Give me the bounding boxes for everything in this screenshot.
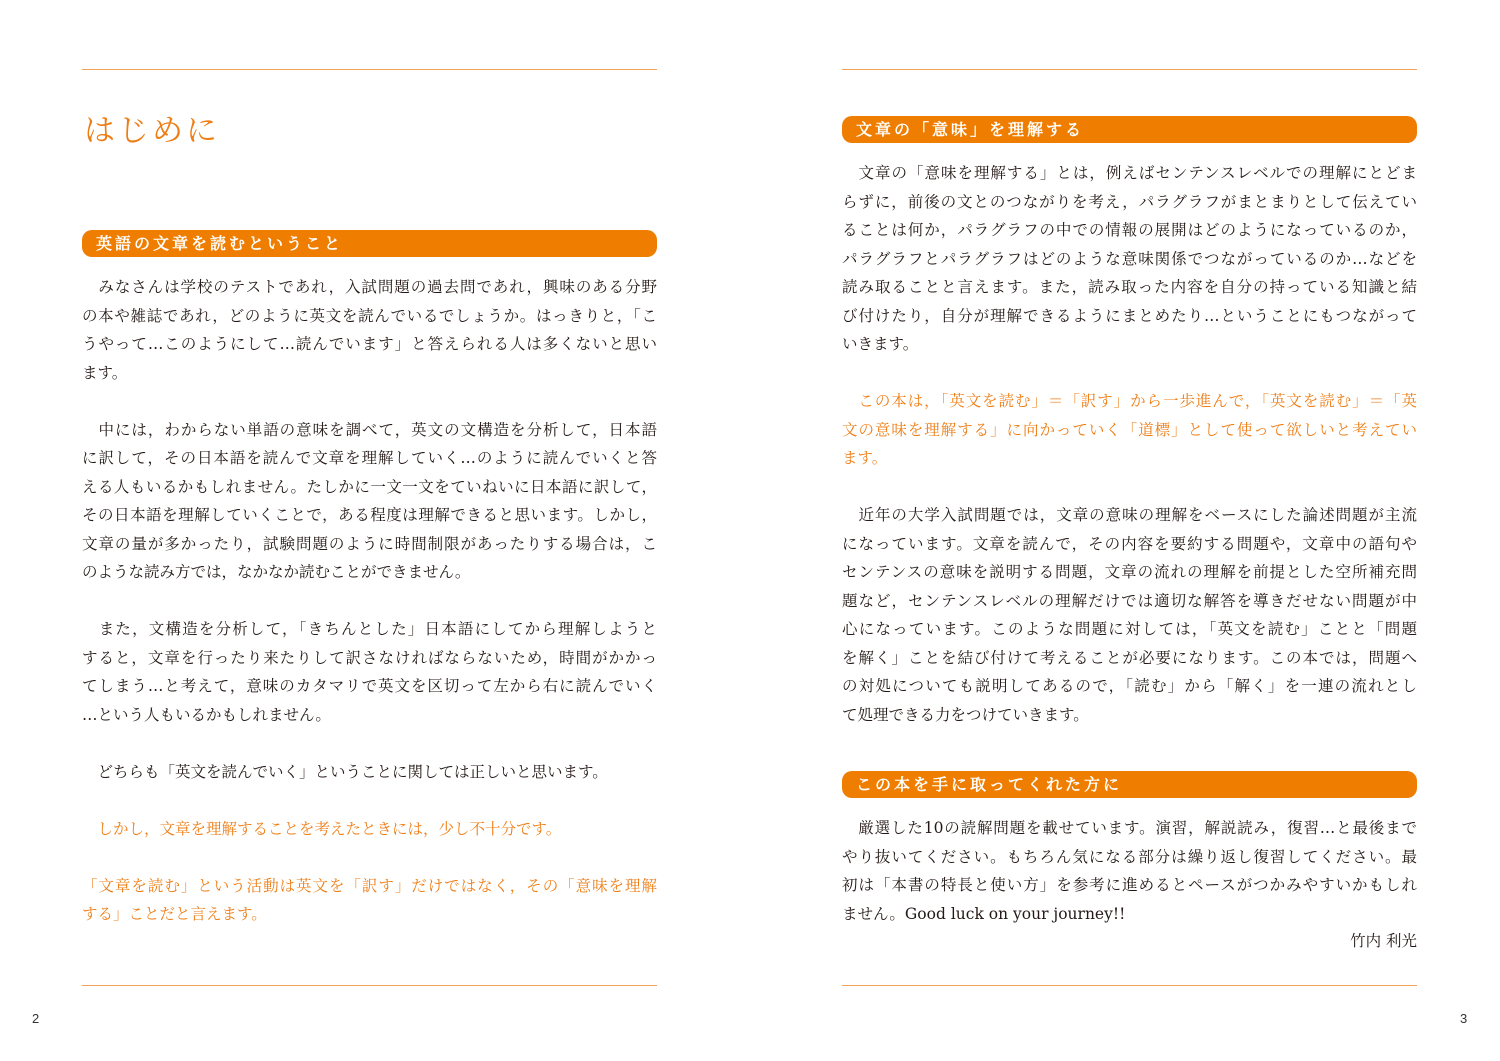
highlight-paragraph <box>82 872 657 929</box>
text-line: やり抜いてください。もちろん気になる部分は繰り返し復習してください。最 <box>842 847 1417 866</box>
top-rule <box>82 69 657 70</box>
text-line: ます。 <box>842 449 888 467</box>
section-heading: この本を手に取ってくれた方に <box>842 771 1417 798</box>
page-number: 3 <box>1460 1011 1468 1026</box>
body-text <box>842 159 1417 758</box>
paragraph <box>82 273 657 387</box>
section-heading: 文章の「意味」を理解する <box>842 116 1417 143</box>
body-text <box>82 273 657 957</box>
paragraph <box>842 814 1417 928</box>
page-title: はじめに <box>84 113 220 149</box>
text-line: また，文構造を分析して，「きちんとした」日本語にしてから理解しようと <box>82 620 657 638</box>
text-line: の本や雑誌であれ，どのように英文を読んでいるでしょうか。はっきりと，「こ <box>82 306 657 325</box>
text-line: 「文章を読む」という活動は英文を「訳す」だけではなく，その「意味を理解 <box>82 876 657 895</box>
text-line: てしまう…と考えて，意味のカタマリで英文を区切って左から右に読んでいく <box>82 677 657 695</box>
text-line: ません。Good luck on your journey!! <box>842 904 1126 923</box>
text-line: パラグラフとパラグラフはどのような意味関係でつながっているのか…などを <box>842 249 1417 268</box>
text-line: らずに，前後の文とのつながりを考え，パラグラフがまとまりとして伝えてい <box>842 192 1417 211</box>
text-line: 中には，わからない単語の意味を調べて，英文の文構造を分析して，日本語 <box>82 420 657 439</box>
author-signature: 竹内 利光 <box>1350 932 1417 950</box>
text-line: て処理できる力をつけていきます。 <box>842 705 1089 724</box>
text-line: 文の意味を理解する」に向かっていく「道標」として使って欲しいと考えてい <box>842 420 1417 439</box>
page-number: 2 <box>32 1011 40 1026</box>
text-line: その日本語を理解していくことで，ある程度は理解できると思います。しかし， <box>82 506 657 524</box>
text-line: センテンスの意味を説明する問題，文章の流れの理解を前提とした空所補充問 <box>842 563 1417 581</box>
text-line: どちらも「英文を読んでいく」ということに関しては正しいと思います。 <box>82 762 608 781</box>
text-line: みなさんは学校のテストであれ，入試問題の過去問であれ，興味のある分野 <box>82 278 657 296</box>
paragraph <box>82 758 657 787</box>
text-line: 読み取ることと言えます。また，読み取った内容を自分の持っている知識と結 <box>842 278 1417 296</box>
text-line: しかし，文章を理解することを考えたときには，少し不十分です。 <box>82 819 562 838</box>
text-line: 近年の大学入試問題では，文章の意味の理解をベースにした論述問題が主流 <box>842 506 1417 524</box>
text-line: いきます。 <box>842 335 919 353</box>
text-line: この本は，「英文を読む」＝「訳す」から一歩進んで，「英文を読む」＝「英 <box>842 392 1417 410</box>
text-line: に訳して，その日本語を読んで文章を理解していく…のように読んでいくと答 <box>82 449 657 467</box>
text-line: …という人もいるかもしれません。 <box>82 705 331 724</box>
text-line: び付けたり，自分が理解できるようにまとめたり…ということにもつながって <box>842 306 1417 325</box>
text-line: 文章の「意味を理解する」とは，例えばセンテンスレベルでの理解にとどま <box>842 164 1417 182</box>
bottom-rule <box>82 985 657 986</box>
text-line: する」ことだと言えます。 <box>82 905 267 923</box>
paragraph <box>842 501 1417 729</box>
text-line: うやって…このようにして…読んでいます」と答えられる人は多くないと思い <box>82 335 657 353</box>
text-line: すると，文章を行ったり来たりして訳さなければならないため，時間がかかっ <box>82 648 657 667</box>
text-line: える人もいるかもしれません。たしかに一文一文をていねいに日本語に訳して， <box>82 477 657 496</box>
text-line: のような読み方では，なかなか読むことができません。 <box>82 563 471 581</box>
text-line: ることは何か，パラグラフの中での情報の展開はどのようになっているのか， <box>842 221 1417 239</box>
text-line: 初は「本書の特長と使い方」を参考に進めるとペースがつかみやすいかもしれ <box>842 876 1417 894</box>
text-line: ます。 <box>82 363 128 382</box>
text-line: を解く」ことを結び付けて考えることが必要になります。この本では，問題へ <box>842 648 1417 667</box>
paragraph <box>842 159 1417 359</box>
text-line: 題など，センテンスレベルの理解だけでは適切な解答を導きだせない問題が中 <box>842 591 1417 610</box>
bottom-rule <box>842 985 1417 986</box>
text-line: 厳選した10の読解問題を載せています。演習，解説読み，復習…と最後まで <box>842 819 1417 837</box>
top-rule <box>842 69 1417 70</box>
text-line: 文章の量が多かったり，試験問題のように時間制限があったりする場合は，こ <box>82 534 657 553</box>
text-line: になっています。文章を読んで，その内容を要約する問題や，文章中の語句や <box>842 534 1417 553</box>
text-line: 心になっています。このような問題に対しては，「英文を読む」ことと「問題 <box>842 620 1417 638</box>
highlight-paragraph <box>842 387 1417 473</box>
section-heading: 英語の文章を読むということ <box>82 230 657 257</box>
highlight-paragraph <box>82 815 657 844</box>
paragraph <box>82 615 657 729</box>
paragraph <box>82 416 657 587</box>
text-line: の対処についても説明してあるので，「読む」から「解く」を一連の流れとし <box>842 677 1417 695</box>
